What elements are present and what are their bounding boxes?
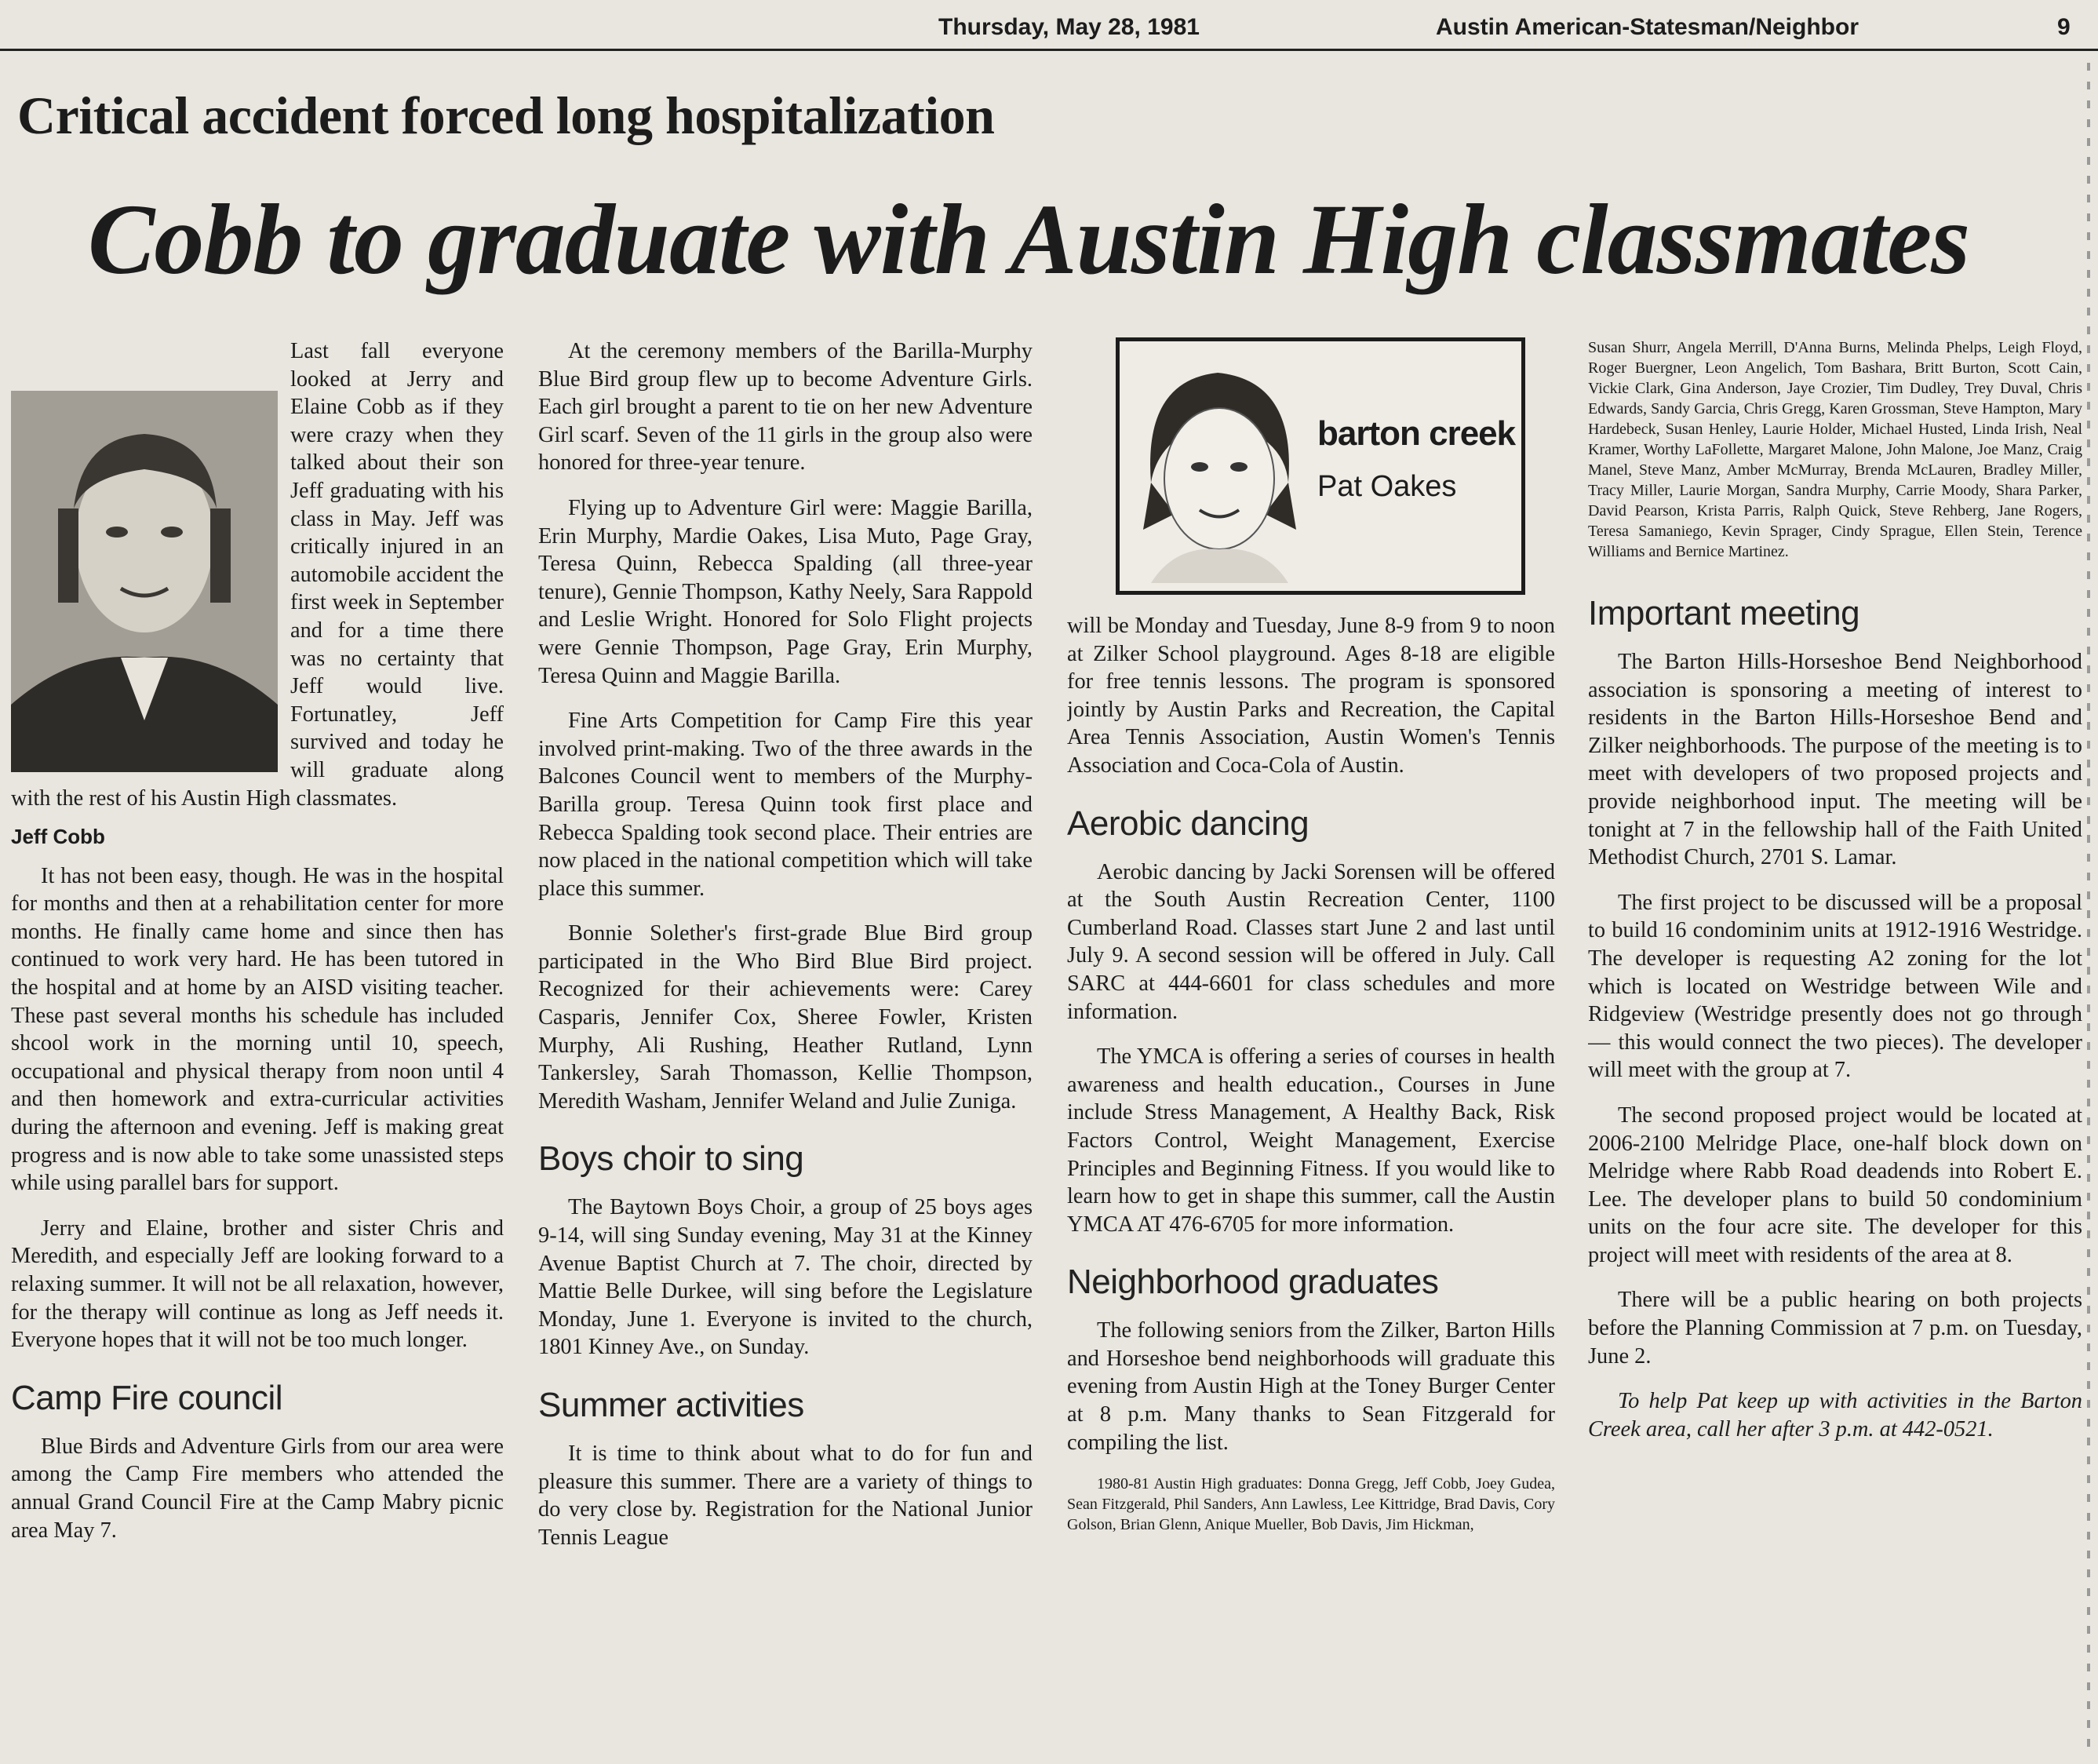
columnist-box [1116, 337, 1525, 595]
portrait-image [11, 391, 278, 772]
masthead [0, 0, 2098, 51]
columnist-portrait-icon [1127, 349, 1308, 583]
subhead-aerobic-dancing: Aerobic dancing [1067, 804, 1309, 843]
photo-caption: Jeff Cobb [11, 825, 105, 849]
column-3 [1067, 337, 1555, 1762]
paragraph: Jerry and Elaine, brother and sister Chris and Meredith, and especially Jeff are looking forward to a relaxing summer. It will not be all relaxation, however, for the therapy will continue as long as Jeff needs it. Everyone hopes that it will not be too much longer. [11, 1215, 504, 1353]
masthead-paper-name: Austin American-Statesman/Neighbor [1436, 14, 1859, 40]
paragraph: The YMCA is offering a series of courses in health awareness and health education., Courses in June include Stress Management, A Healthy Back, Risk Factors Control, Weight Management, Exercise Principles and Beginning Fitness. If you would like to learn how to get in shape this summer, call the Austin YMCA AT 476-6705 for more information. [1067, 1044, 1555, 1237]
paragraph: It is time to think about what to do for fun and pleasure this summer. There are a variety of things to do very close by. Registration for the National Junior Tennis League [538, 1441, 1033, 1550]
portrait-icon [11, 391, 278, 772]
paragraph: Last fall everyone looked at Jerry and Elaine Cobb as if they were crazy when they talked about their son Jeff graduating with his class in May. Jeff was critically injured in an automobile accident the first week in September and for a time there was no certainty that Jeff would live. Fortunatley, Jeff survived and today he will graduate along with the rest of his Austin High classmates. [11, 339, 504, 811]
paragraph: The Baytown Boys Choir, a group of 25 boys ages 9-14, will sing Sunday evening, May 31 at the Kinney Avenue Baptist Church at 7. The choir, directed by Mattie Belle Durkee, will sing before the Legislature Monday, June 1. Everyone is invited to the church, 1801 Kinney Ave., on Sunday. [538, 1195, 1033, 1360]
graduates-list-continued: Susan Shurr, Angela Merrill, D'Anna Burns, Melinda Phelps, Leigh Floyd, Roger Buergner, Leon Angelich, Tom Bashara, Britt Burton, Scott Cain, Vickie Clark, Gina Anderson, Jaye Crozier, Tim Dudley, Trey Duval, Chris Edwards, Sandy Garcia, Chris Gregg, Karen Grossman, Steve Hampton, Mary Hardebeck, Susan Henley, Laurie Holder, Michael Husted, Linda Irish, Neal Kramer, Worthy LaFollette, Margaret Malone, John Malone, Joe Manz, Craig Manel, Steve Manz, Amber McMurray, Brenda McLauren, Bradley Miller, Tracy Miller, Laurie Morgan, Sandra Murphy, Carrie Moody, Shara Parker, David Pearson, Krista Parris, Ralph Quick, Steve Rehberg, Jane Rogers, Teresa Samaniego, Kevin Sprager, Cindy Sprague, Ellen Stein, Terence Williams and Bernice Martinez. [1588, 339, 2082, 560]
page-edge-decoration [2087, 63, 2090, 1758]
paragraph: Flying up to Adventure Girl were: Maggie Barilla, Erin Murphy, Mardie Oakes, Lisa Muto, Page Gray, Teresa Quinn, Rebecca Spalding (all three-year tenure), Gennie Thompson, Kathy Neely, Sara Rappold and Leslie Wright. Honored for Solo Flight projects were Gennie Thompson, Page Gray, Erin Murphy, Teresa Quinn and Maggie Barilla. [538, 495, 1033, 688]
paragraph: The first project to be discussed will be a proposal to build 16 condominim units at 1912-1916 Westridge. The developer is requesting A2 zoning for the lot which is located on Westridge between Wile and Ridgeview (Westridge presently does not go through — this would connect the two pieces). The developer will meet with the group at 7. [1588, 890, 2082, 1083]
contact-note: To help Pat keep up with activities in the Barton Creek area, call her after 3 p.m. at 442-0521. [1588, 1389, 2082, 1441]
subhead-camp-fire-council: Camp Fire council [11, 1378, 283, 1417]
column-4 [1588, 337, 2082, 1762]
paragraph: Blue Birds and Adventure Girls from our area were among the Camp Fire members who attended the annual Grand Council Fire at the Camp Mabry picnic area May 7. [11, 1434, 504, 1543]
jeff-cobb-photo [11, 391, 278, 772]
paragraph: The second proposed project would be located at 2006-2100 Melridge Place, one-half block down on Melridge where Rabb Road deadends into Robert E. Lee. The developer plans to build 50 condominium units on the four acre site. The developer for this project will meet with residents of the area at 8. [1588, 1102, 2082, 1267]
paragraph: The following seniors from the Zilker, Barton Hills and Horseshoe bend neighborhoods will graduate this evening from Austin High at the Toney Burger Center at 8 p.m. Many thanks to Sean Fitzgerald for compiling the list. [1067, 1318, 1555, 1455]
paragraph: will be Monday and Tuesday, June 8-9 from 9 to noon at Zilker School playground. Ages 8-18 are eligible for free tennis lessons. The program is sponsored jointly by Austin Parks and Recreation, the Capital Area Tennis Association, Austin Women's Tennis Association and Coca-Cola of Austin. [1067, 614, 1555, 778]
subhead-important-meeting: Important meeting [1588, 594, 1860, 632]
column-1 [11, 337, 504, 1762]
column-2 [538, 337, 1033, 1762]
masthead-page-number: 9 [2057, 14, 2071, 40]
paragraph: Fine Arts Competition for Camp Fire this year involved print-making. Two of the three awards in the Balcones Council went to members of the Murphy-Barilla group. Teresa Quinn took first place and Rebecca Spalding took second place. Their entries are now placed in the national competition which will take place this summer. [538, 709, 1033, 901]
paragraph: It has not been easy, though. He was in the hospital for months and then at a rehabilitation center for more months. He finally came home and since then has continued to work very hard. He has been tutored in the hospital and at home by an AISD visiting teacher. These past several months his schedule has included shcool work in the morning until 10, speech, occupational and physical therapy from noon until 4 and then homework and extra-curricular activities during the afternoon and evening. Jeff is making great progress and is now able to take some unassisted steps while using parallel bars for support. [11, 863, 504, 1196]
graduates-list: 1980-81 Austin High graduates: Donna Gregg, Jeff Cobb, Joey Gudea, Sean Fitzgerald, Phil Sanders, Ann Lawless, Lee Kittridge, Brad Davis, Cory Golson, Brian Glenn, Anique Mueller, Bob Davis, Jim Hickman, [1067, 1475, 1555, 1534]
kicker-headline: Critical accident forced long hospitalization [17, 86, 995, 145]
paragraph: At the ceremony members of the Barilla-Murphy Blue Bird group flew up to become Adventure Girls. Each girl brought a parent to tie on her new Adventure Girl scarf. Seven of the 11 girls in the group also were honored for three-year tenure. [538, 339, 1033, 476]
column-title: barton creek [1317, 414, 1516, 453]
columnist-name: Pat Oakes [1317, 470, 1457, 503]
paragraph: The Barton Hills-Horseshoe Bend Neighborhood association is sponsoring a meeting of interest to residents in the Barton Hills-Horseshoe Bend and Zilker neighborhoods. The purpose of the meeting is to meet with developers of two proposed projects and provide neighborhood input. The meeting will be tonight at 7 in the fellowship hall of the Faith United Methodist Church, 2701 S. Lamar. [1588, 650, 2082, 870]
subhead-boys-choir: Boys choir to sing [538, 1139, 804, 1179]
main-headline: Cobb to graduate with Austin High classmates [88, 184, 1969, 295]
subhead-summer-activities: Summer activities [538, 1386, 804, 1424]
paragraph: Aerobic dancing by Jacki Sorensen will be offered at the South Austin Recreation Center, 1100 Cumberland Road. Classes start June 2 and last until July 9. A second session will be offered in July. Call SARC at 444-6601 for class schedules and more information. [1067, 859, 1555, 1024]
paragraph: There will be a public hearing on both projects before the Planning Commission at 7 p.m. on Tuesday, June 2. [1588, 1288, 2082, 1369]
subhead-neighborhood-graduates: Neighborhood graduates [1067, 1263, 1439, 1302]
paragraph: Bonnie Solether's first-grade Blue Bird group participated in the Who Bird Blue Bird project. Recognized for their achievements were: Carey Casparis, Jennifer Cox, Sheree Fowler, Kristen Murphy, Ali Rushing, Heather Rutland, Lynn Tankersley, Sarah Thomasson, Kellie Thompson, Meredith Washam, Jennifer Weland and Julie Zuniga. [538, 921, 1033, 1113]
masthead-date: Thursday, May 28, 1981 [938, 14, 1200, 40]
